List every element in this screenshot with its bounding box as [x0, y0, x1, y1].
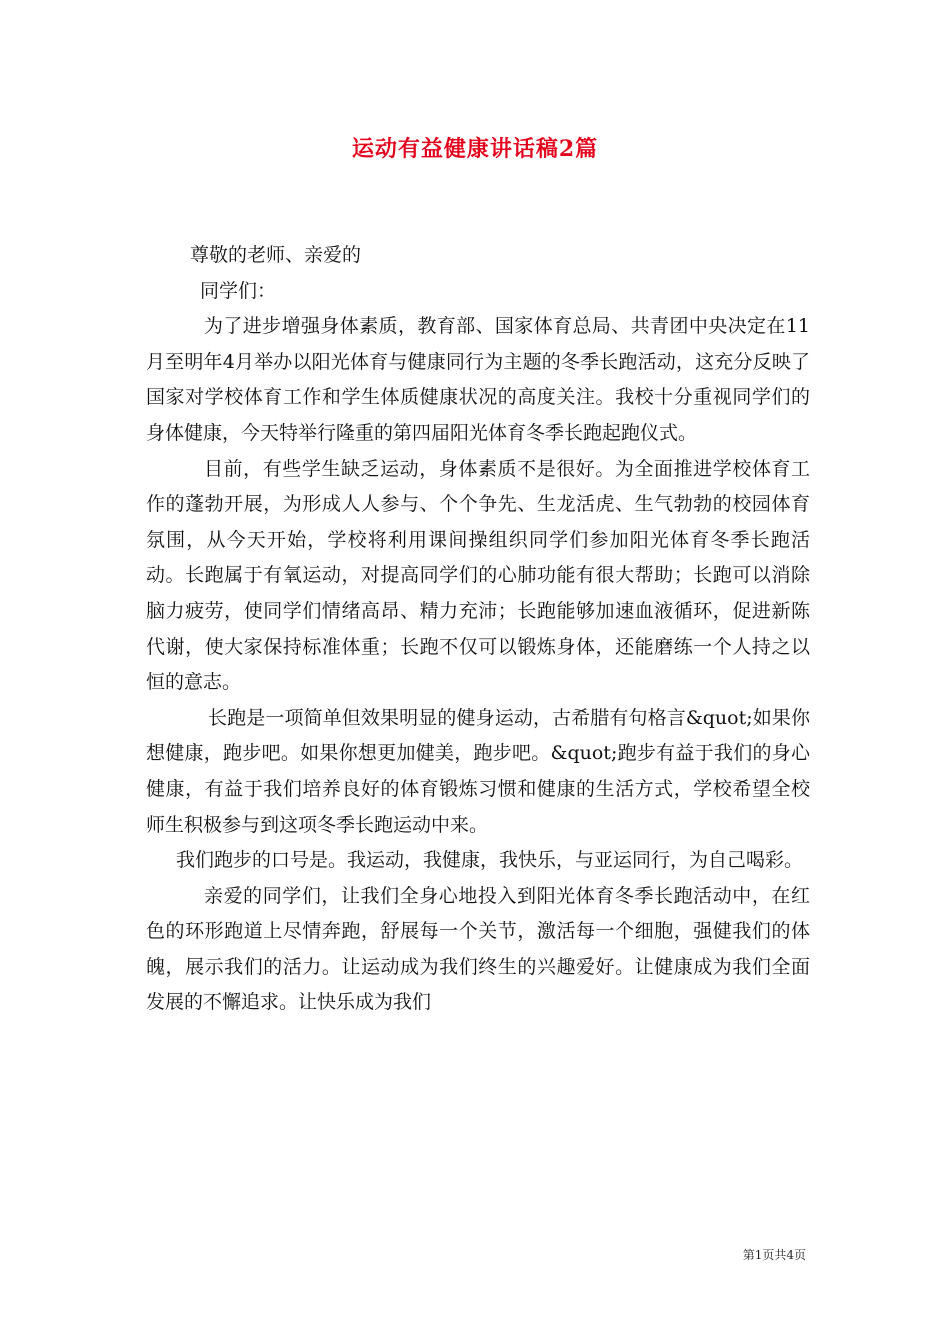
paragraph-5: 亲爱的同学们，让我们全身心地投入到阳光体育冬季长跑活动中，在红色的环形跑道上尽情奔跑，舒展每一个关节，激活每一个细胞，强健我们的体魄，展示我们的活力。让运动成为我们终生的兴趣爱好。让健康成为我们全面发展的不懈追求。让快乐成为我们	[146, 884, 810, 1014]
salutation-line-1: 尊敬的老师、亲爱的	[190, 244, 362, 266]
salutation-line-2: 同学们：	[200, 279, 277, 302]
paragraph-3: 长跑是一项简单但效果明显的健身运动，古希腊有句格言&quot;如果你想健康，跑步吧。如果你想更加健美，跑步吧。&quot;跑步有益于我们的身心健康，有益于我们培养良好的体育锻炼习惯和健康的生活方式，学校希望全校师生积极参与到这项冬季长跑运动中来。	[146, 706, 810, 836]
document-body	[146, 238, 810, 1021]
document-title: 运动有益健康讲话稿2篇	[351, 136, 599, 162]
paragraph-2: 目前，有些学生缺乏运动，身体素质不是很好。为全面推进学校体育工作的蓬勃开展，为形成人人参与、个个争先、生龙活虎、生气勃勃的校园体育氛围，从今天开始，学校将利用课间操组织同学们参加阳光体育冬季长跑活动。长跑属于有氧运动，对提高同学们的心肺功能有很大帮助；长跑可以消除脑力疲劳，使同学们情绪高昂、精力充沛；长跑能够加速血液循环，促进新陈代谢，使大家保持标准体重；长跑不仅可以锻炼身体，还能磨练一个人持之以恒的意志。	[146, 457, 810, 694]
paragraph-1: 为了进步增强身体素质，教育部、国家体育总局、共青团中央决定在11月至明年4月举办以阳光体育与健康同行为主题的冬季长跑活动，这充分反映了国家对学校体育工作和学生体质健康状况的高度关注。我校十分重视同学们的身体健康，今天特举行隆重的第四届阳光体育冬季长跑起跑仪式。	[146, 315, 810, 444]
paragraph-4: 我们跑步的口号是。我运动，我健康，我快乐，与亚运同行，为自己喝彩。	[176, 849, 804, 872]
page-number-footer: 第1页共4页	[742, 1248, 806, 1262]
